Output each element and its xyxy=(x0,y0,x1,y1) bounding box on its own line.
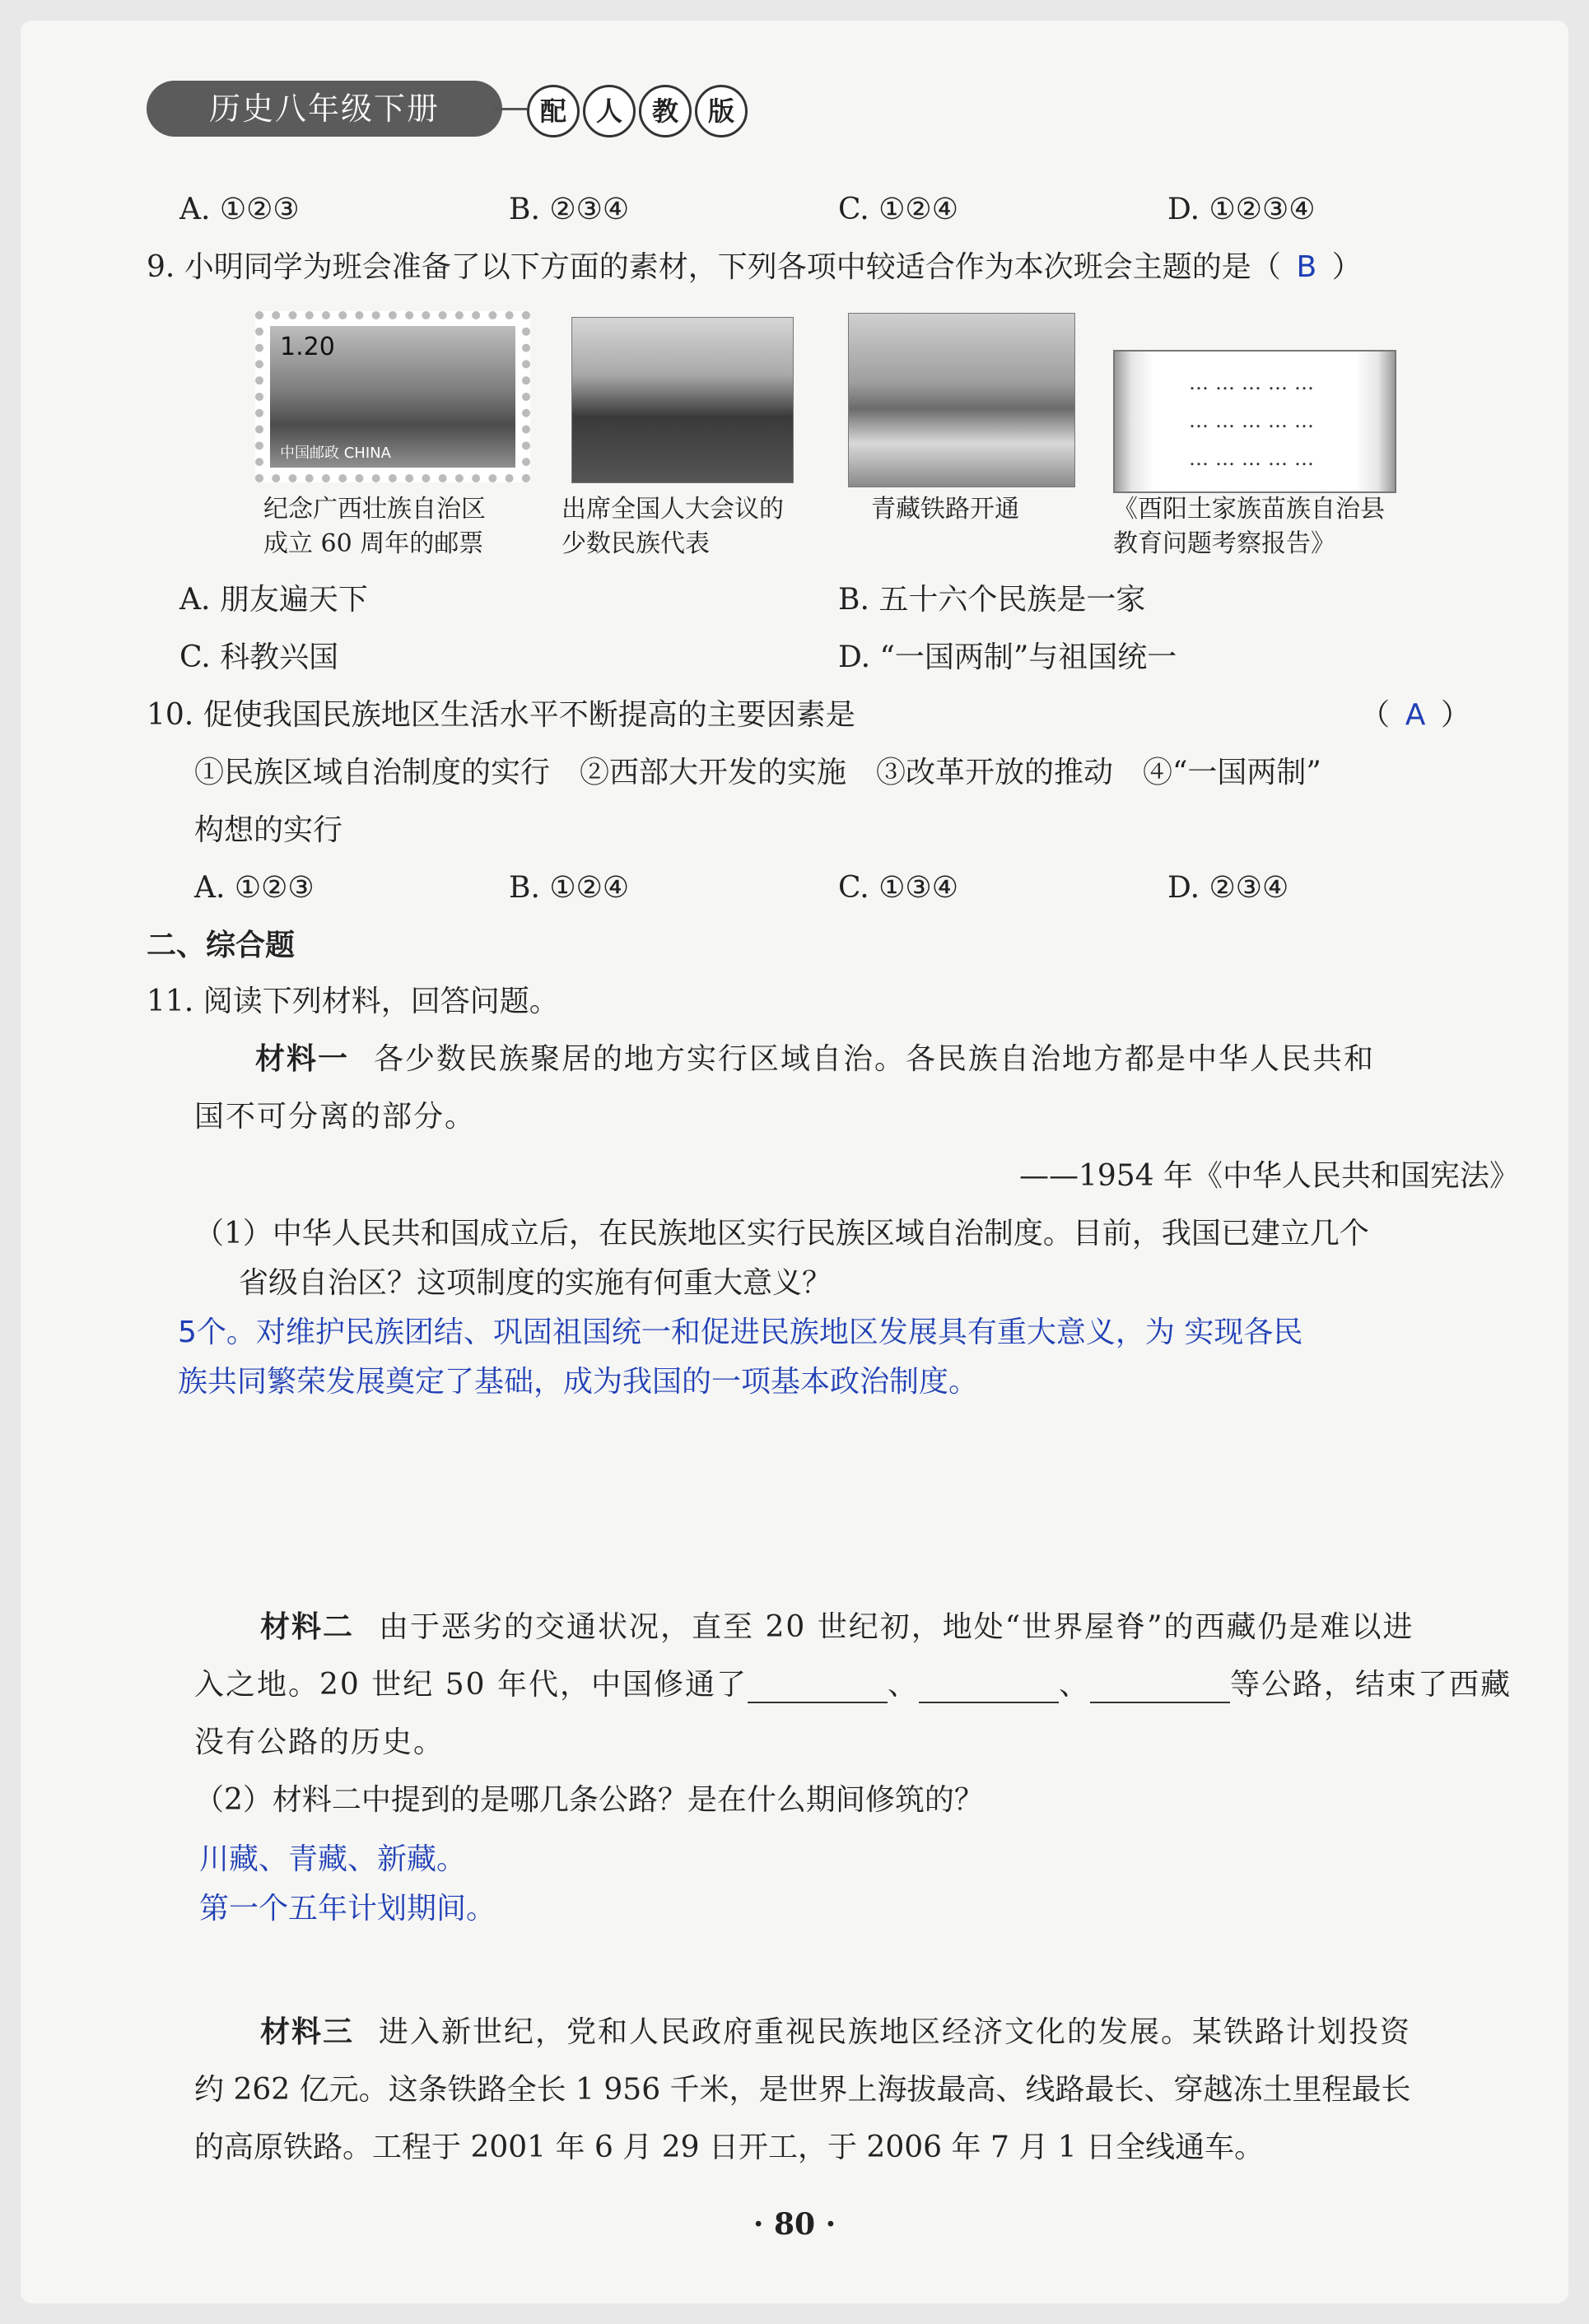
caption-4-line-2: 教育问题考察报告》 xyxy=(1113,529,1335,558)
q10-items-line-1: ①民族区域自治制度的实行 ②西部大开发的实施 ③改革开放的推动 ④“一国两制” xyxy=(194,756,1321,789)
caption-3 xyxy=(871,492,1019,527)
edition-char-2: 人 xyxy=(583,85,636,137)
q9-option-a: A. 朋友遍天下 xyxy=(179,583,368,617)
material-3-line-3: 的高原铁路。工程于 2001 年 6 月 29 日开工，于 2006 年 7 月 1 日全线通车。 xyxy=(194,2131,1265,2164)
scroll-dots-2: …………… xyxy=(1189,409,1321,432)
material-3-text-1: 进入新世纪，党和人民政府重视民族地区经济文化的发展。某铁路计划投资 xyxy=(379,2015,1412,2049)
q11-answer-2-line-2: 第一个五年计划期间。 xyxy=(199,1892,496,1926)
q10-items-line-2: 构想的实行 xyxy=(194,813,343,847)
caption-4 xyxy=(1113,492,1385,561)
q10-option-a: A. ①②③ xyxy=(194,871,315,905)
q9-option-d: D. “一国两制”与祖国统一 xyxy=(838,640,1177,674)
caption-2-line-2: 少数民族代表 xyxy=(562,529,710,558)
material-2-text-2b: 等公路，结束了西藏 xyxy=(1229,1668,1512,1702)
scroll-dots-3: …………… xyxy=(1189,447,1321,470)
page-number: · 80 · xyxy=(753,2207,836,2242)
header-connector xyxy=(494,108,527,110)
q9-option-c: C. 科教兴国 xyxy=(179,640,339,674)
caption-1-line-1: 纪念广西壮族自治区 xyxy=(263,495,486,524)
stamp-value: 1.20 xyxy=(280,333,335,361)
stamp-picture xyxy=(270,326,515,468)
edition-char-3: 教 xyxy=(639,85,692,137)
q9-answer: B xyxy=(1296,250,1317,284)
material-2-label: 材料二 xyxy=(260,1610,355,1644)
q10-stem: 10. 促使我国民族地区生活水平不断提高的主要因素是 xyxy=(147,698,855,732)
caption-4-line-1: 《酉阳土家族苗族自治县 xyxy=(1113,495,1385,524)
stamp-image xyxy=(255,311,530,482)
material-1-label: 材料一 xyxy=(255,1042,350,1076)
q10-option-d: D. ②③④ xyxy=(1167,871,1289,905)
blank-3[interactable] xyxy=(1090,1675,1230,1703)
caption-3-line-1: 青藏铁路开通 xyxy=(871,495,1019,524)
q8-option-a: A. ①②③ xyxy=(179,193,300,226)
material-3-line-1 xyxy=(260,2014,1411,2051)
q9-close: ） xyxy=(1331,250,1362,284)
q11-answer-1-line-1: 5个。对维护民族团结、巩固祖国统一和促进民族地区发展具有重大意义，为 实现各民 xyxy=(178,1316,1303,1349)
material-1-text-1: 各少数民族聚居的地方实行区域自治。各民族自治地方都是中华人民共和 xyxy=(374,1042,1376,1076)
q11-part-1-line-2: 省级自治区？这项制度的实施有何重大意义？ xyxy=(239,1266,832,1300)
q10-answer: A xyxy=(1405,698,1426,732)
railway-photo xyxy=(848,313,1075,487)
section-title: 二、综合题 xyxy=(147,929,296,962)
q10-open: （ xyxy=(1360,698,1391,732)
scroll-dots-1: …………… xyxy=(1189,371,1321,394)
caption-1 xyxy=(263,492,486,561)
material-2-text-1: 由于恶劣的交通状况，直至 20 世纪初，地处“世界屋脊”的西藏仍是难以进 xyxy=(379,1610,1414,1644)
report-scroll-image xyxy=(1113,350,1396,493)
q11-stem: 11. 阅读下列材料，回答问题。 xyxy=(147,985,559,1018)
stamp-postal-text: 中国邮政 CHINA xyxy=(280,445,391,462)
q8-option-b: B. ②③④ xyxy=(509,193,630,226)
q8-option-d: D. ①②③④ xyxy=(1167,193,1316,226)
q11-answer-1-line-2: 族共同繁荣发展奠定了基础，成为我国的一项基本政治制度。 xyxy=(178,1365,979,1399)
blank-2[interactable] xyxy=(919,1675,1059,1703)
q11-part-2: （2）材料二中提到的是哪几条公路？是在什么期间修筑的？ xyxy=(194,1783,984,1817)
material-2-line-3: 没有公路的历史。 xyxy=(194,1726,445,1759)
material-2-line-2 xyxy=(194,1666,1512,1703)
caption-2-line-1: 出席全国人大会议的 xyxy=(562,495,784,524)
q10-close: ） xyxy=(1441,698,1471,732)
separator-2: 、 xyxy=(1058,1668,1090,1702)
q10-answer-bracket xyxy=(1360,696,1470,734)
material-2-text-2a: 入之地。20 世纪 50 年代，中国修通了 xyxy=(194,1668,748,1702)
q9-option-b: B. 五十六个民族是一家 xyxy=(838,583,1146,617)
material-3-line-2: 约 262 亿元。这条铁路全长 1 956 千米，是世界上海拔最高、线路最长、穿越冻土里程最长 xyxy=(194,2073,1411,2107)
caption-2 xyxy=(562,492,784,561)
separator-1: 、 xyxy=(887,1668,919,1702)
material-1-line-1 xyxy=(255,1041,1375,1078)
book-title-banner: 历史八年级下册 xyxy=(147,81,502,137)
q11-part-1-line-1: （1）中华人民共和国成立后，在民族地区实行民族区域自治制度。目前，我国已建立几个 xyxy=(194,1217,1369,1250)
edition-char-4: 版 xyxy=(695,85,748,137)
delegates-photo xyxy=(571,317,794,483)
q8-option-c: C. ①②④ xyxy=(838,193,958,226)
material-3-label: 材料三 xyxy=(260,2015,355,2049)
material-1-line-2: 国不可分离的部分。 xyxy=(194,1100,477,1134)
material-2-line-1 xyxy=(260,1609,1414,1646)
q9-stem xyxy=(147,249,1362,286)
q10-option-b: B. ①②④ xyxy=(509,871,630,905)
material-1-source: ——1954 年《中华人民共和国宪法》 xyxy=(1019,1159,1520,1193)
blank-1[interactable] xyxy=(748,1675,888,1703)
q9-stem-text: 9. 小明同学为班会准备了以下方面的素材，下列各项中较适合作为本次班会主题的是（ xyxy=(147,250,1281,284)
q10-option-c: C. ①③④ xyxy=(838,871,958,905)
q11-answer-2-line-1: 川藏、青藏、新藏。 xyxy=(199,1842,467,1876)
caption-1-line-2: 成立 60 周年的邮票 xyxy=(263,529,484,558)
edition-char-1: 配 xyxy=(527,85,580,137)
